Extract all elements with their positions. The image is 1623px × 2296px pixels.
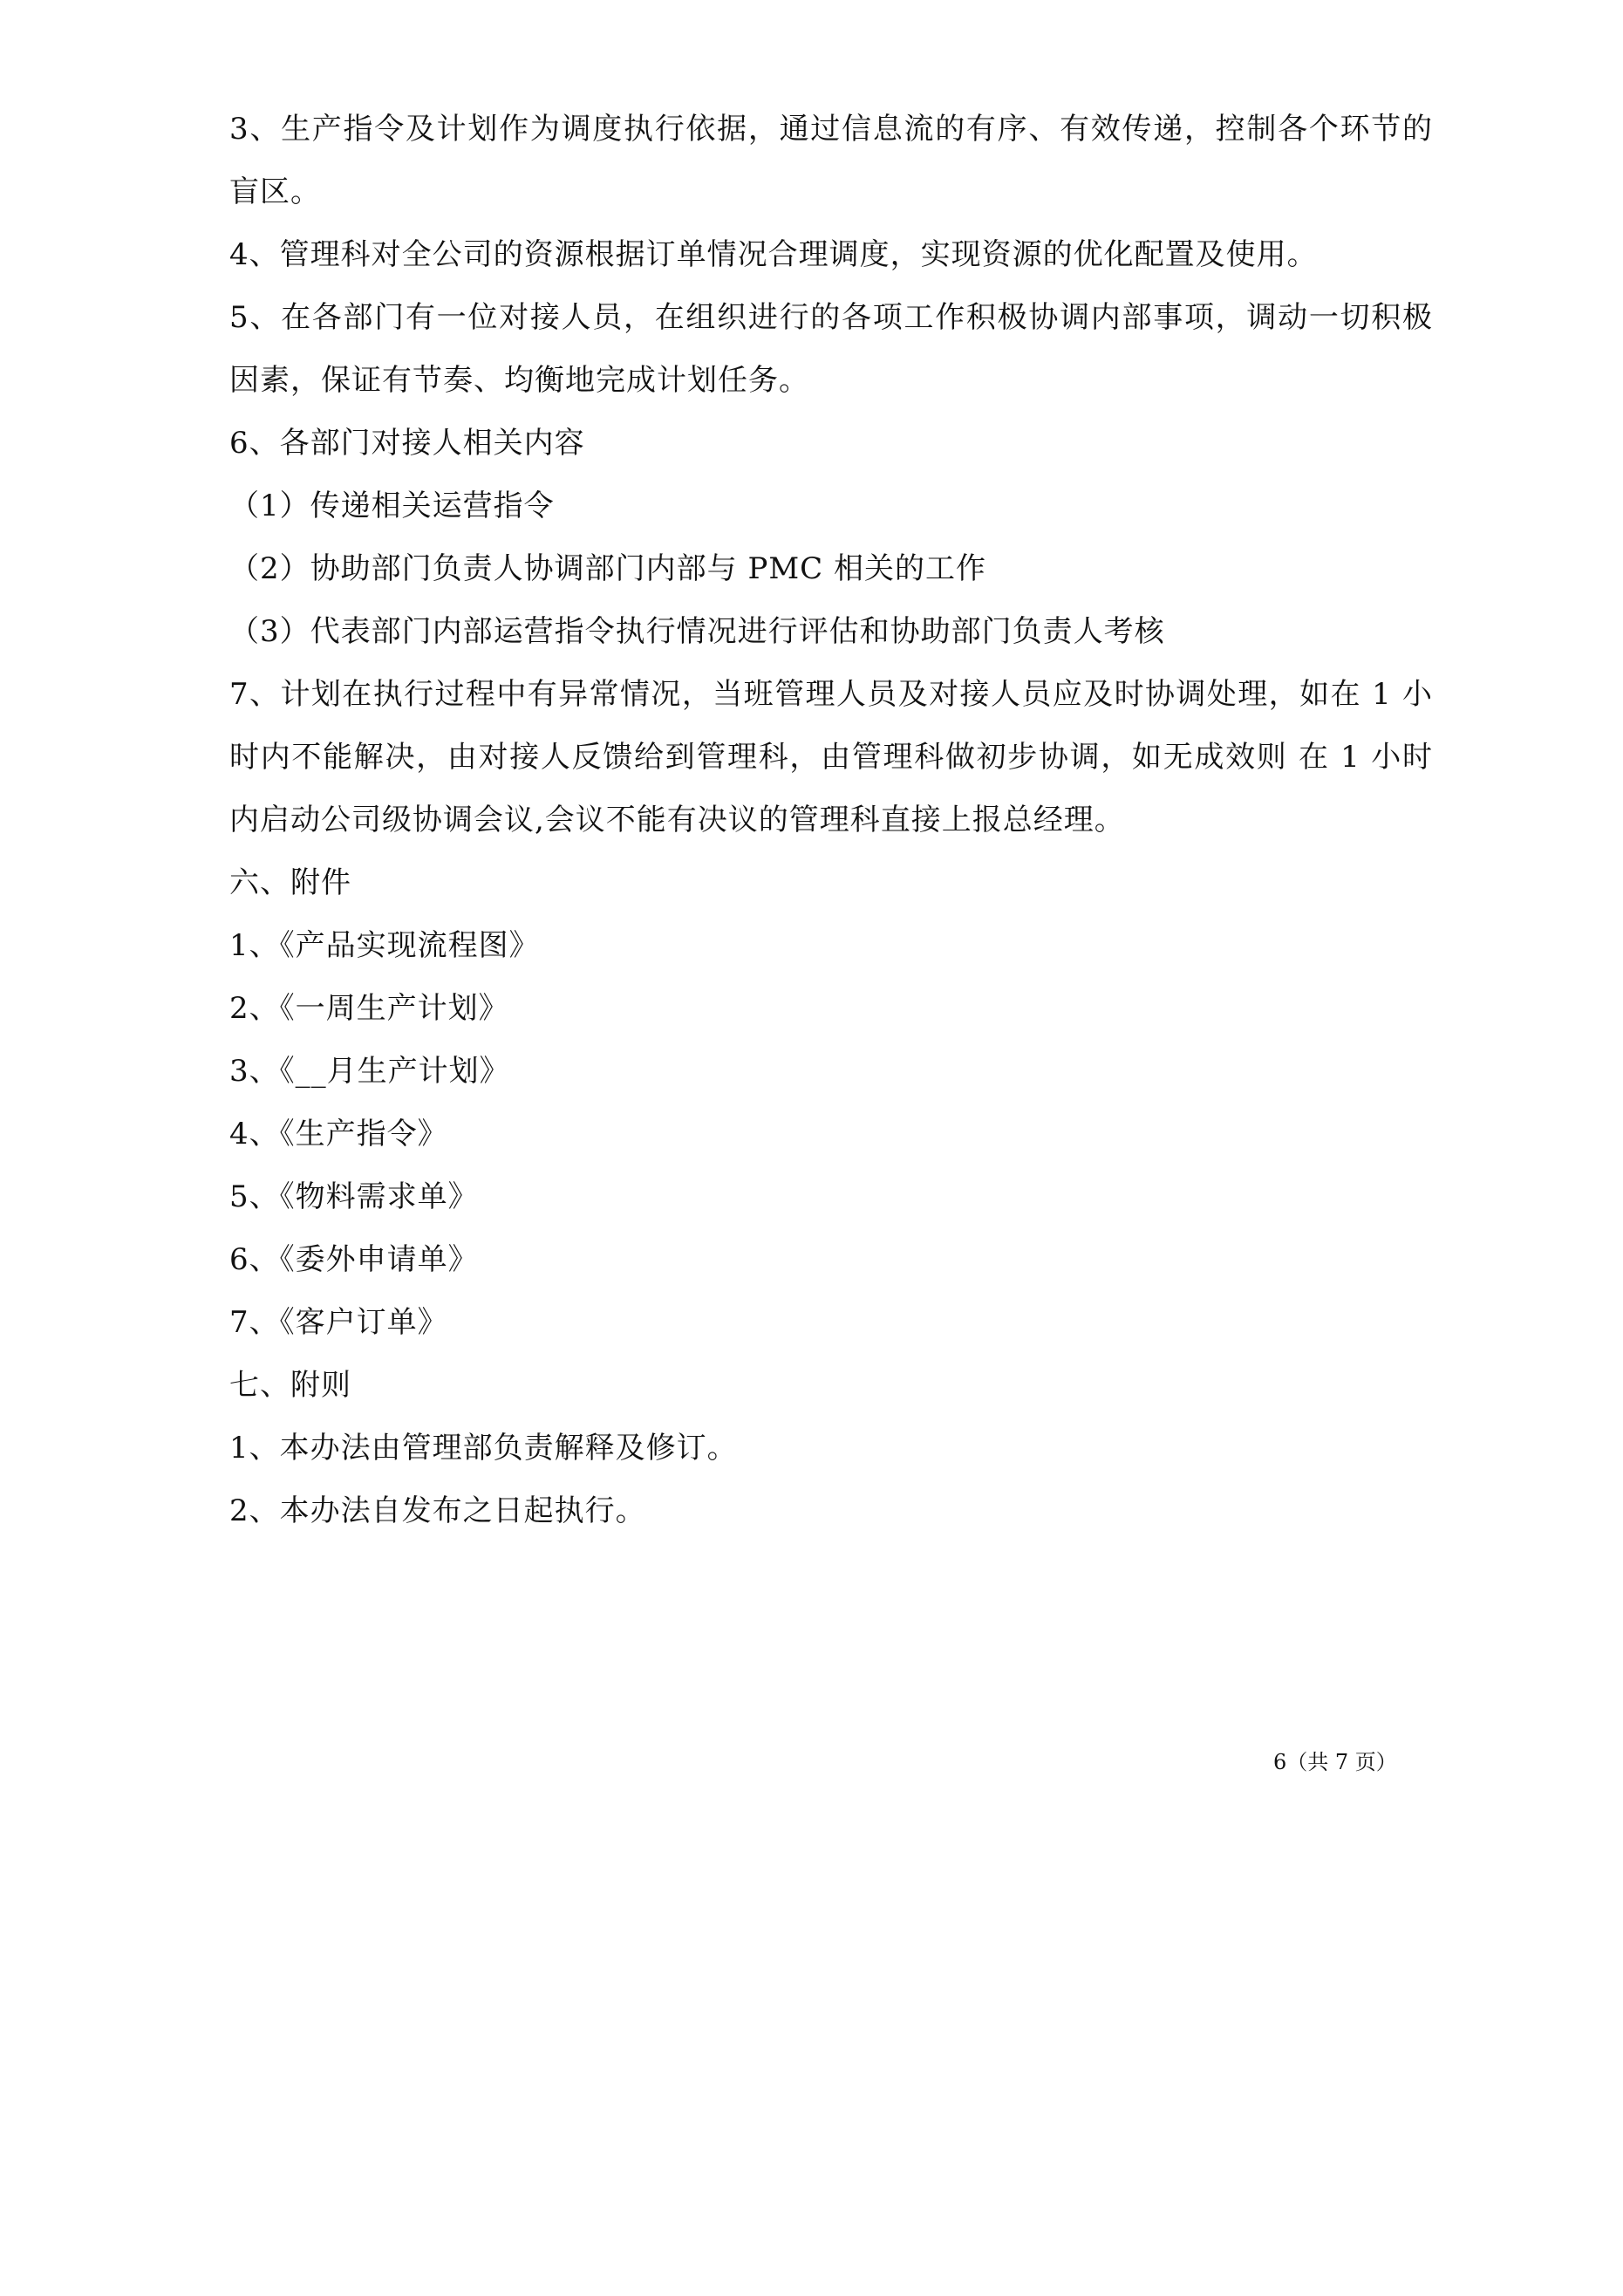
paragraph-5-line-1: 5、在各部门有一位对接人员，在组织进行的各项工作积极协调内部事项，调动一切积极 xyxy=(229,300,1433,335)
attachment-item-7: 7、《客户订单》 xyxy=(229,1305,448,1340)
paragraph-4: 4、管理科对全公司的资源根据订单情况合理调度，实现资源的优化配置及使用。 xyxy=(229,237,1318,272)
section-supplementary-heading: 七、附则 xyxy=(229,1368,351,1403)
attachment-item-5: 5、《物料需求单》 xyxy=(229,1179,479,1214)
paragraph-5-line-2: 因素，保证有节奏、均衡地完成计划任务。 xyxy=(229,363,809,398)
attachment-item-4: 4、《生产指令》 xyxy=(229,1117,448,1151)
paragraph-6-heading: 6、各部门对接人相关内容 xyxy=(229,426,585,461)
paragraph-6-item-3: （3）代表部门内部运营指令执行情况进行评估和协助部门负责人考核 xyxy=(229,614,1165,649)
document-body xyxy=(229,98,1433,1542)
supplementary-item-2: 2、本办法自发布之日起执行。 xyxy=(229,1493,646,1528)
page-number-footer: 6（共 7 页） xyxy=(1273,1750,1397,1774)
paragraph-6-item-2: （2）协助部门负责人协调部门内部与 PMC 相关的工作 xyxy=(229,551,986,586)
paragraph-6-item-1: （1）传递相关运营指令 xyxy=(229,489,555,523)
section-attachments-heading: 六、附件 xyxy=(229,865,351,900)
attachment-item-1: 1、《产品实现流程图》 xyxy=(229,928,540,963)
paragraph-7-line-3: 内启动公司级协调会议,会议不能有决议的管理科直接上报总经理。 xyxy=(229,803,1125,837)
paragraph-7-line-2: 时内不能解决，由对接人反馈给到管理科，由管理科做初步协调，如无成效则 在 1 小时 xyxy=(229,740,1433,775)
attachment-item-6: 6、《委外申请单》 xyxy=(229,1242,479,1277)
attachment-item-3: 3、《__月生产计划》 xyxy=(229,1054,510,1089)
paragraph-3-line-1: 3、生产指令及计划作为调度执行依据，通过信息流的有序、有效传递，控制各个环节的 xyxy=(229,112,1433,147)
paragraph-7-line-1: 7、计划在执行过程中有异常情况，当班管理人员及对接人员应及时协调处理，如在 1 小 xyxy=(229,677,1433,712)
paragraph-3-line-2: 盲区。 xyxy=(229,174,321,209)
attachment-item-2: 2、《一周生产计划》 xyxy=(229,991,509,1026)
supplementary-item-1: 1、本办法由管理部负责解释及修订。 xyxy=(229,1431,738,1466)
